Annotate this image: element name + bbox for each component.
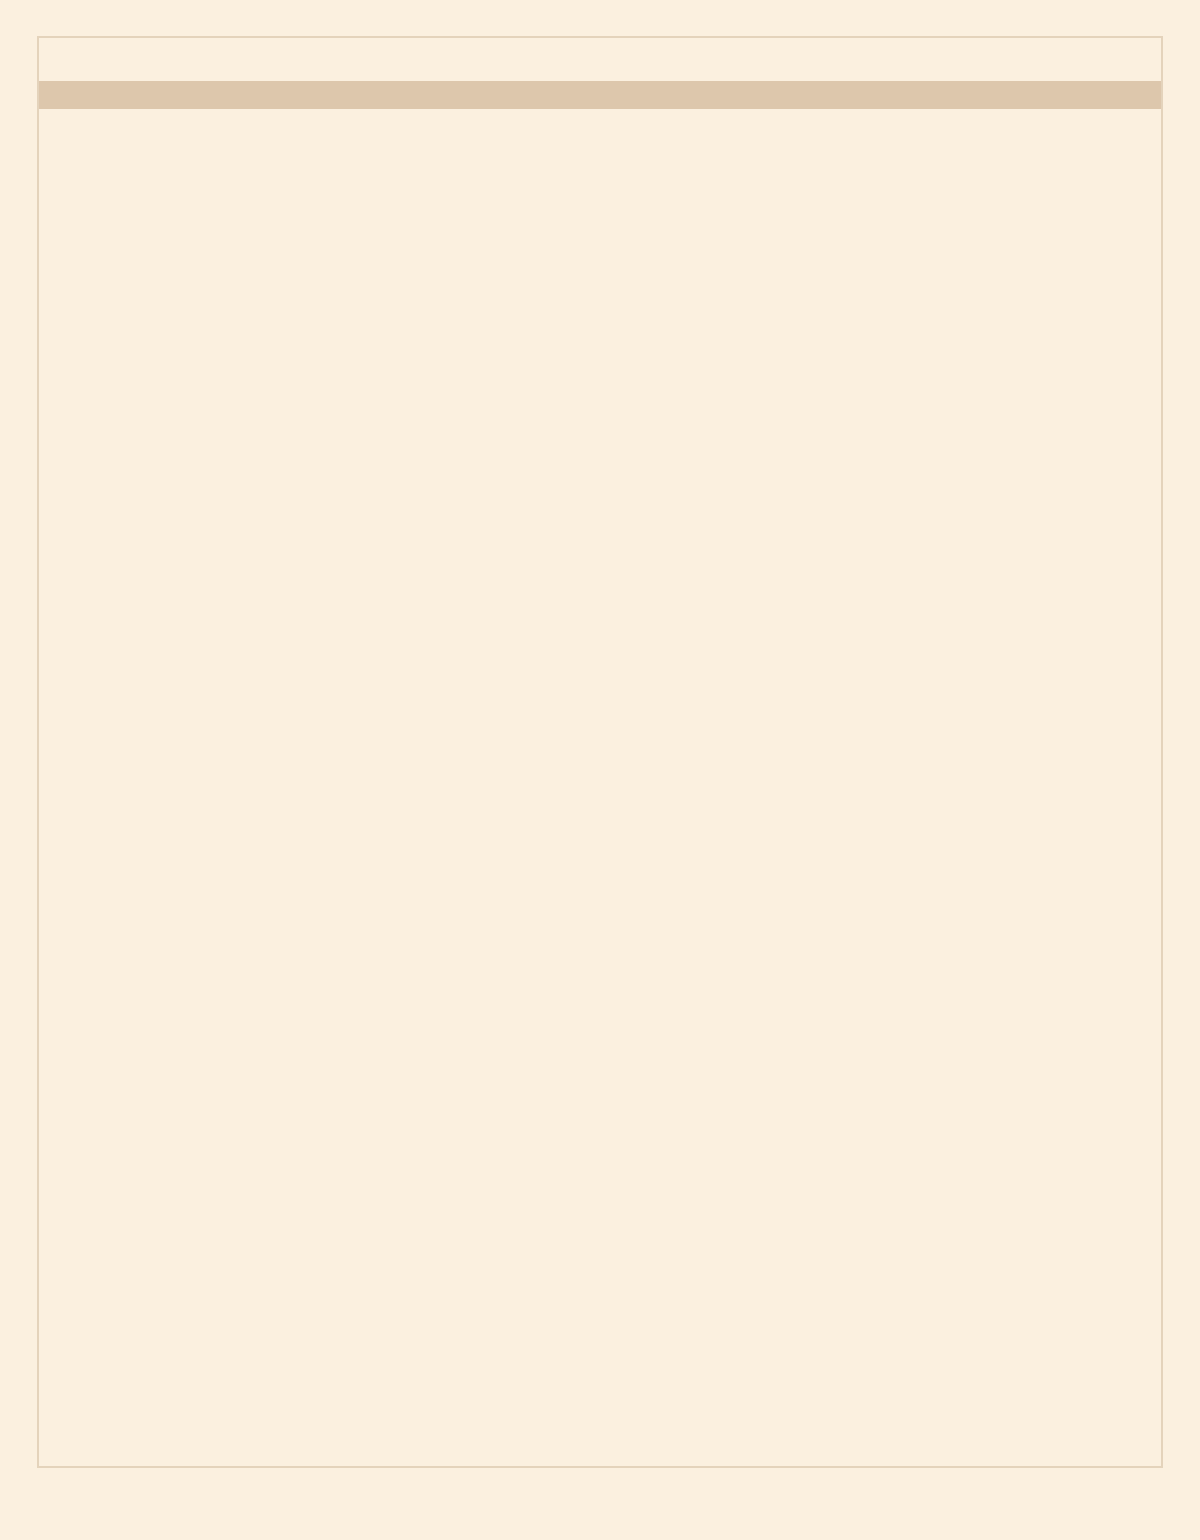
page-footer [950,1486,960,1506]
table-header-bar [39,81,1161,109]
page-frame [37,36,1163,1468]
